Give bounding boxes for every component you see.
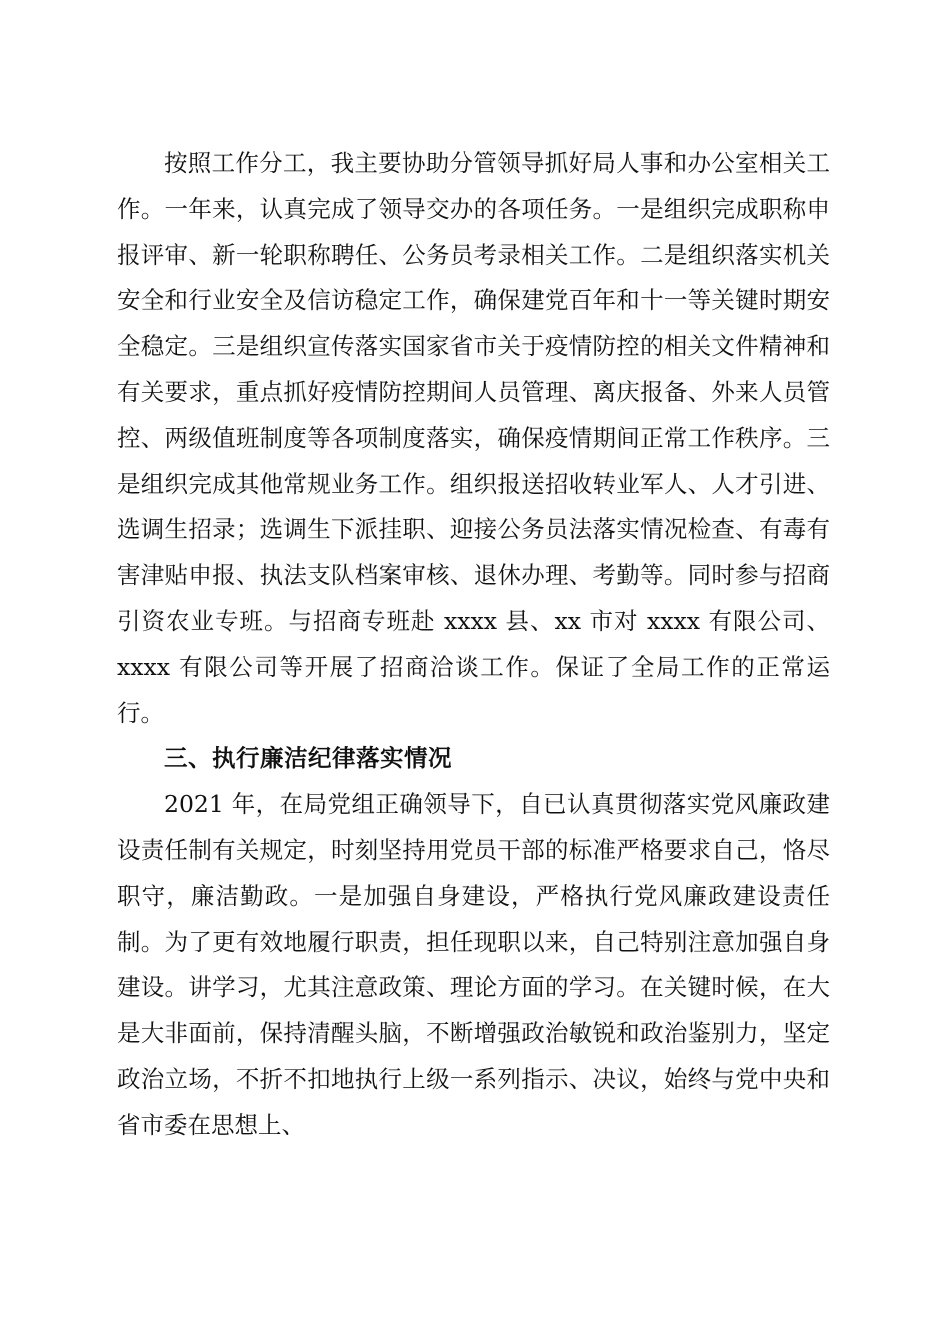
body-paragraph-work-duties: 按照工作分工，我主要协助分管领导抓好局人事和办公室相关工作。一年来，认真完成了领导交办的各项任务。一是组织完成职称申报评审、新一轮职称聘任、公务员考录相关工作。二是组织落实机关安全和行业安全及信访稳定工作，确保建党百年和十一等关键时期安全稳定。三是组织宣传落实国家省市关于疫情防控的相关文件精神和有关要求，重点抓好疫情防控期间人员管理、离庆报备、外来人员管控、两级值班制度等各项制度落实，确保疫情期间正常工作秩序。三是组织完成其他常规业务工作。组织报送招收转业军人、人才引进、选调生招录；选调生下派挂职、迎接公务员法落实情况检查、有毒有害津贴申报、执法支队档案审核、退休办理、考勤等。同时参与招商引资农业专班。与招商专班赴 xxxx 县、xx 市对 xxxx 有限公司、xxxx 有限公司等开展了招商洽谈工作。保证了全局工作的正常运行。 bbox=[117, 149, 830, 727]
section-heading: 三、执行廉洁纪律落实情况 bbox=[164, 744, 452, 773]
body-paragraph-integrity: 2021 年，在局党组正确领导下，自已认真贯彻落实党风廉政建设责任制有关规定，时刻坚持用党员干部的标准严格要求自己，恪尽职守，廉洁勤政。一是加强自身建设，严格执行党风廉政建设责任制。为了更有效地履行职责，担任现职以来，自己特别注意加强自身建设。讲学习，尤其注意政策、理论方面的学习。在关键时候，在大是大非面前，保持清醒头脑，不断增强政治敏锐和政治鉴别力，坚定政治立场，不折不扣地执行上级一系列指示、决议，始终与党中央和省市委在思想上、 bbox=[117, 790, 830, 1139]
document-body bbox=[117, 141, 830, 1149]
